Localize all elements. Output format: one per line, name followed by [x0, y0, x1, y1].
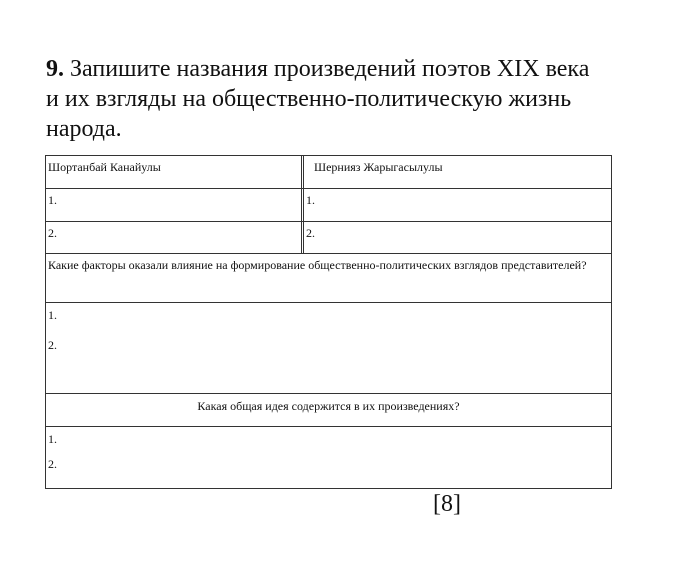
- idea-item-2[interactable]: 2.: [48, 457, 57, 471]
- idea-item-1[interactable]: 1.: [48, 432, 57, 446]
- factors-answers[interactable]: [45, 302, 612, 393]
- table-row: [45, 188, 612, 221]
- question-number: 9.: [46, 56, 64, 82]
- poet1-header: Шортанбай Канайулы: [46, 156, 302, 188]
- factors-question: Какие факторы оказали влияние на формирование общественно-политических взглядов представителей?: [45, 253, 612, 302]
- poet2-header: Шернияз Жарыгасылулы: [303, 156, 611, 188]
- table-bottom-border: [45, 488, 612, 489]
- factors-item-1[interactable]: 1.: [48, 308, 57, 322]
- question-line-1: 9. Запишите названия произведений поэтов XIX века: [46, 56, 590, 82]
- question-text: [46, 54, 646, 144]
- poet2-answer-2[interactable]: 2.: [303, 222, 611, 253]
- poet1-answer-2[interactable]: 2.: [46, 222, 302, 253]
- idea-answers[interactable]: [45, 426, 612, 488]
- question-line-2: и их взгляды на общественно-политическую жизнь: [46, 86, 572, 112]
- question-line-3: народа.: [46, 116, 122, 142]
- idea-question: Какая общая идея содержится в их произведениях?: [45, 393, 612, 426]
- poet2-answer-1[interactable]: 1.: [303, 189, 611, 221]
- poet1-answer-1[interactable]: 1.: [46, 189, 302, 221]
- table-row: [45, 221, 612, 253]
- factors-item-2[interactable]: 2.: [48, 338, 57, 352]
- score-label: [8]: [433, 491, 461, 517]
- table-header-row: [45, 155, 612, 188]
